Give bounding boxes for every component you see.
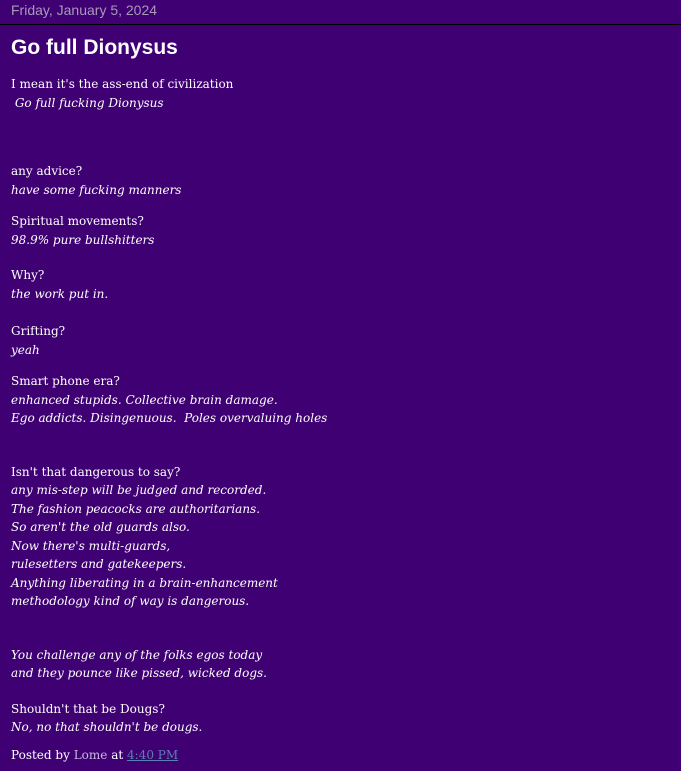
post-line: Anything liberating in a brain-enhancement bbox=[11, 575, 278, 590]
post-line: I mean it's the ass-end of civilization bbox=[11, 77, 234, 91]
date-bar bbox=[0, 0, 681, 25]
post-line: any mis-step will be judged and recorded. bbox=[11, 483, 267, 497]
post-body bbox=[11, 75, 651, 737]
post-line: Now there's multi-guards, bbox=[11, 538, 171, 553]
post-stanza bbox=[11, 700, 651, 737]
post-title: Go full Dionysus bbox=[11, 36, 178, 59]
post-line: enhanced stupids. Collective brain damage. bbox=[11, 392, 278, 407]
post-line: Smart phone era? bbox=[11, 374, 120, 388]
post-line: yeah bbox=[11, 342, 40, 357]
posted-by-label: Posted by bbox=[11, 748, 70, 762]
post-line: Grifting? bbox=[11, 324, 66, 338]
post-line: Shouldn't that be Dougs? bbox=[11, 701, 165, 716]
post-line: the work put in. bbox=[11, 286, 109, 301]
post-line: rulesetters and gatekeepers. bbox=[11, 557, 187, 571]
post-time-link[interactable]: 4:40 PM bbox=[127, 748, 179, 762]
post-line: No, no that shouldn't be dougs. bbox=[11, 720, 203, 734]
author-link[interactable]: Lome bbox=[73, 748, 108, 762]
post-line: So aren't the old guards also. bbox=[11, 520, 190, 534]
post-stanza bbox=[11, 646, 651, 683]
post-line: Ego addicts. Disingenuous. Poles overvaluing holes bbox=[11, 411, 328, 425]
date-header: Friday, January 5, 2024 bbox=[11, 2, 158, 18]
post-line: The fashion peacocks are authoritarians. bbox=[11, 501, 261, 516]
post-line: methodology kind of way is dangerous. bbox=[11, 594, 250, 608]
post-footer bbox=[11, 748, 178, 762]
post-stanza bbox=[11, 266, 651, 303]
post-line: Isn't that dangerous to say? bbox=[11, 464, 181, 479]
post-line: any advice? bbox=[11, 164, 83, 178]
post-stanza bbox=[11, 322, 651, 359]
post-line: 98.9% pure bullshitters bbox=[11, 232, 155, 247]
at-label: at bbox=[111, 748, 124, 762]
post-line: and they pounce like pissed, wicked dogs. bbox=[11, 666, 267, 680]
post-line: You challenge any of the folks egos today bbox=[11, 647, 263, 662]
post-stanza bbox=[11, 162, 651, 199]
post-stanza bbox=[11, 75, 651, 112]
post-line: Go full fucking Dionysus bbox=[11, 95, 164, 110]
post-stanza bbox=[11, 463, 651, 611]
post-stanza bbox=[11, 212, 651, 249]
post-stanza bbox=[11, 372, 651, 428]
post-line: have some fucking manners bbox=[11, 182, 182, 197]
post-line: Spiritual movements? bbox=[11, 214, 144, 228]
post-line: Why? bbox=[11, 268, 45, 282]
